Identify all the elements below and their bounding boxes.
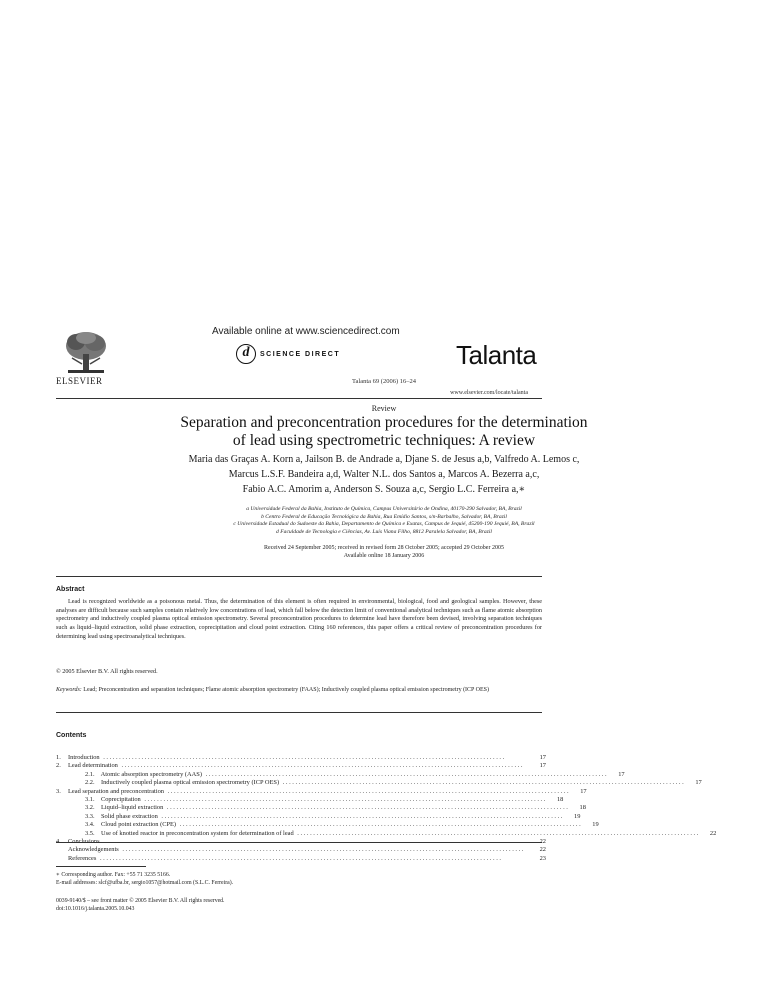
toc-entry[interactable] <box>56 812 581 821</box>
toc-entry[interactable] <box>56 846 546 854</box>
issn: 0039-9140/$ – see front matter © 2005 Elsevier B.V. All rights reserved. <box>56 898 225 904</box>
elsevier-tree-logo <box>62 330 110 376</box>
toc-entry-title: Acknowledgements <box>68 846 119 854</box>
corresponding-author: ∗ Corresponding author. Fax: +55 71 3235 5166. <box>56 872 171 878</box>
contents-heading: Contents <box>56 732 87 739</box>
toc-entry[interactable] <box>56 787 587 796</box>
abstract-copyright: © 2005 Elsevier B.V. All rights reserved. <box>56 668 158 675</box>
toc-leader-dots: . . . . . . . . . . . . . . . . . . . . . . . . . . . . . . . . . . . . . . . . . . . . . . . . . . . . . . . . . . . . . . . . . . . . . . . . . . . . . . . . . . . . . . . . . . . . . . . . . . . . . . . . . . . . . . . . . . . . . . . . . . . . . . <box>203 770 607 778</box>
affiliation-b: b Centro Federal de Educação Tecnológica da Bahia, Rua Emídio Santos, s/n-Barbalho, Salvador, BA, Brazil <box>261 513 507 520</box>
doi-link[interactable]: doi:10.1016/j.talanta.2005.10.043 <box>56 906 135 912</box>
toc-entry-label <box>68 754 528 762</box>
toc-leader-dots: . . . . . . . . . . . . . . . . . . . . . . . . . . . . . . . . . . . . . . . . . . . . . . . . . . . . . . . . . . . . . . . . . . . . . . . . . . . . . . . . . . . . . . . . . . . . . . . . . . . . . . . . . . . . . . . . . . . . . . . . . . . . . . <box>101 837 505 845</box>
toc-entry-page: 23 <box>539 854 546 862</box>
toc-leader-dots: . . . . . . . . . . . . . . . . . . . . . . . . . . . . . . . . . . . . . . . . . . . . . . . . . . . . . . . . . . . . . . . . . . . . . . . . . . . . . . . . . . . . . . . . . . . . . . . . . . . . . . . . . . . . . . . . . . . . . . . . . . . . . . <box>159 812 563 820</box>
toc-entry-label <box>68 830 698 838</box>
toc-entry[interactable] <box>56 821 599 829</box>
toc-entry-page: 22 <box>709 829 717 837</box>
toc-entry[interactable] <box>56 855 546 863</box>
footnote-rule <box>56 866 146 867</box>
toc-entry-title: 3.3. Solid phase extraction <box>85 812 158 820</box>
toc-entry-page: 17 <box>695 779 702 787</box>
affiliation-d: d Faculdade de Tecnologia e Ciências, Av. Luís Viana Filho, 8812 Paralela Salvador, BA, Brazil <box>276 528 492 535</box>
toc-entry-page: 19 <box>574 812 581 820</box>
affiliation-c: c Universidade Estadual do Sudoeste da Bahia, Departamento de Química e Exatas, Campus de Jequié, 45200-190 Jequié, BA, Brazil <box>233 521 535 528</box>
toc-entry-label <box>68 771 607 779</box>
author-emails[interactable]: E-mail addresses: slcf@ufba.br, sergio1057@hotmail.com (S.L.C. Ferreira). <box>56 880 234 886</box>
toc-leader-dots: . . . . . . . . . . . . . . . . . . . . . . . . . . . . . . . . . . . . . . . . . . . . . . . . . . . . . . . . . . . . . . . . . . . . . . . . . . . . . . . . . . . . . . . . . . . . . . . . . . . . . . . . . . . . . . . . . . . . . . . . . . . . . . <box>119 762 523 770</box>
affiliation-a: a Universidade Federal da Bahia, Instituto de Química, Campus Universitário de Ondina, 40170-290 Salvador, BA, Brazil <box>246 506 522 512</box>
toc-entry-number: 4. <box>56 837 61 845</box>
journal-name: Talanta <box>456 340 537 370</box>
toc-entry-label <box>68 821 581 829</box>
authors-line-3[interactable]: Fabio A.C. Amorim a, Anderson S. Souza a,c, Sergio L.C. Ferreira a,∗ <box>242 484 526 495</box>
toc-entry-page: 18 <box>579 804 586 812</box>
toc-leader-dots: . . . . . . . . . . . . . . . . . . . . . . . . . . . . . . . . . . . . . . . . . . . . . . . . . . . . . . . . . . . . . . . . . . . . . . . . . . . . . . . . . . . . . . . . . . . . . . . . . . . . . . . . . . . . . . . . . . . . . . . . . . . . . . <box>178 821 581 829</box>
article-dates <box>90 544 678 561</box>
keywords-text: Lead; Preconcentration and separation techniques; Flame atomic absorption spectrometry (FAAS); Inductively coupled plasma optical emission spectrometry (ICP OES) <box>81 687 490 693</box>
toc-entry-title: 3.5. Use of knotted reactor in preconcentration system for determination of lead <box>85 829 294 837</box>
toc-entry-label <box>68 762 528 770</box>
corresponding-author-note <box>56 871 542 887</box>
author-list <box>120 452 648 497</box>
publisher-name: ELSEVIER <box>56 376 103 386</box>
toc-entry-page: 17 <box>539 762 546 770</box>
keywords <box>56 686 542 694</box>
toc-entry-label <box>68 855 528 863</box>
sciencedirect-logo <box>236 344 340 364</box>
toc-entry-label <box>68 804 568 812</box>
toc-entry-title: 3.4. Cloud point extraction (CPE) <box>85 821 177 829</box>
affiliations <box>90 506 678 536</box>
contents-top-divider <box>56 712 542 713</box>
available-online-date: Available online 18 January 2006 <box>343 553 425 560</box>
issn-doi <box>56 897 225 913</box>
toc-entry-label <box>68 796 545 804</box>
toc-leader-dots: . . . . . . . . . . . . . . . . . . . . . . . . . . . . . . . . . . . . . . . . . . . . . . . . . . . . . . . . . . . . . . . . . . . . . . . . . . . . . . . . . . . . . . . . . . . . . . . . . . . . . . . . . . . . . . . . . . . . . . . . . . . . . . <box>166 787 569 795</box>
toc-entry-label <box>68 846 528 854</box>
title-line-1: Separation and preconcentration procedures for the determination <box>180 414 588 431</box>
toc-entry-title: Lead separation and preconcentration <box>68 787 164 795</box>
citation: Talanta 69 (2006) 16–24 <box>352 378 416 385</box>
table-of-contents <box>56 754 717 863</box>
toc-leader-dots: . . . . . . . . . . . . . . . . . . . . . . . . . . . . . . . . . . . . . . . . . . . . . . . . . . . . . . . . . . . . . . . . . . . . . . . . . . . . . . . . . . . . . . . . . . . . . . . . . . . . . . . . . . . . . . . . . . . . . . . . . . . . . . <box>281 779 684 787</box>
toc-entry-page: 22 <box>539 846 546 854</box>
toc-entry-number: 3. <box>56 787 61 795</box>
toc-entry-title: Conclusions <box>68 837 100 845</box>
toc-entry[interactable] <box>56 829 717 838</box>
abstract-top-divider <box>56 576 542 577</box>
toc-entry-number: 1. <box>56 754 61 761</box>
toc-entry-title: References <box>68 854 97 862</box>
toc-entry-label <box>68 779 684 787</box>
keywords-label: Keywords: <box>56 687 82 693</box>
toc-entry-label <box>68 788 569 796</box>
toc-entry-title: 3.1. Coprecipitation <box>85 795 141 803</box>
article-title <box>140 414 628 450</box>
toc-entry-page: 22 <box>539 837 546 845</box>
toc-entry[interactable] <box>56 779 702 787</box>
toc-leader-dots: . . . . . . . . . . . . . . . . . . . . . . . . . . . . . . . . . . . . . . . . . . . . . . . . . . . . . . . . . . . . . . . . . . . . . . . . . . . . . . . . . . . . . . . . . . . . . . . . . . . . . . . . . . . . . . . . . . . . . . . . . . . . . . <box>98 854 501 862</box>
toc-entry-page: 19 <box>592 821 599 829</box>
toc-leader-dots: . . . . . . . . . . . . . . . . . . . . . . . . . . . . . . . . . . . . . . . . . . . . . . . . . . . . . . . . . . . . . . . . . . . . . . . . . . . . . . . . . . . . . . . . . . . . . . . . . . . . . . . . . . . . . . . . . . . . . . . . . . . . . . <box>165 804 568 812</box>
toc-entry-page: 17 <box>618 770 625 778</box>
toc-entry-label <box>68 813 562 821</box>
toc-entry-title: 2.1. Atomic absorption spectrometry (AAS) <box>85 770 202 778</box>
header-divider <box>56 398 542 399</box>
toc-leader-dots: . . . . . . . . . . . . . . . . . . . . . . . . . . . . . . . . . . . . . . . . . . . . . . . . . . . . . . . . . . . . . . . . . . . . . . . . . . . . . . . . . . . . . . . . . . . . . . . . . . . . . . . . . . . . . . . . . . . . . . . . . . . . . . <box>120 846 524 854</box>
available-online-text[interactable]: Available online at www.sciencedirect.com <box>212 326 400 337</box>
toc-entry[interactable] <box>56 754 546 762</box>
authors-line-2[interactable]: Marcus L.S.F. Bandeira a,d, Walter N.L. dos Santos a, Marcos A. Bezerra a,c, <box>228 469 540 480</box>
toc-entry-number: 2. <box>56 762 61 770</box>
journal-url-link[interactable]: www.elsevier.com/locate/talanta <box>450 390 528 396</box>
toc-leader-dots: . . . . . . . . . . . . . . . . . . . . . . . . . . . . . . . . . . . . . . . . . . . . . . . . . . . . . . . . . . . . . . . . . . . . . . . . . . . . . . . . . . . . . . . . . . . . . . . . . . . . . . . . . . . . . . . . . . . . . . . . . . . . . . <box>101 754 505 761</box>
abstract-heading: Abstract <box>56 586 85 593</box>
toc-entry[interactable] <box>56 795 564 804</box>
toc-leader-dots: . . . . . . . . . . . . . . . . . . . . . . . . . . . . . . . . . . . . . . . . . . . . . . . . . . . . . . . . . . . . . . . . . . . . . . . . . . . . . . . . . . . . . . . . . . . . . . . . . . . . . . . . . . . . . . . . . . . . . . . . . . . . . . <box>295 829 699 837</box>
toc-entry-page: 18 <box>556 795 564 803</box>
received-dates: Received 24 September 2005; received in revised form 28 October 2005; accepted 29 October 2005 <box>264 545 504 551</box>
toc-entry[interactable] <box>56 804 586 812</box>
toc-entry-page: 17 <box>539 754 546 761</box>
title-line-2: of lead using spectrometric techniques: A review <box>232 432 536 449</box>
toc-entry-page: 17 <box>580 787 587 795</box>
abstract-text: Lead is recognized worldwide as a poisonous metal. Thus, the determination of this element is often required in environmental, biological, food and geological samples. However, these analyses are difficult because such samples contain relatively low concentrations of lead, which fall below the detection limit of conventional analytical techniques such as flame atomic absorption spectrometry and inductively coupled plasma optical emission spectrometry. Several preconcentration procedures to determine lead have therefore been devised, involving separation techniques such as liquid–liquid extraction, solid phase extraction, coprecipitation and cloud point extraction. Citing 160 references, this paper offers a critical review of preconcentration procedures for determining lead using spectroanalytical techniques. <box>56 598 542 640</box>
toc-entry-title: 3.2. Liquid–liquid extraction <box>85 804 164 812</box>
authors-line-1[interactable]: Maria das Graças A. Korn a, Jailson B. de Andrade a, Djane S. de Jesus a,b, Valfredo A. Lemos c, <box>188 454 580 465</box>
toc-entry-title: 2.2. Inductively coupled plasma optical emission spectrometry (ICP OES) <box>85 779 280 787</box>
toc-entry[interactable] <box>56 762 546 770</box>
contents-bottom-divider <box>56 842 542 843</box>
toc-entry[interactable] <box>56 770 625 779</box>
sciencedirect-logo-text: SCIENCE DIRECT <box>260 350 341 358</box>
article-type: Review <box>371 404 397 413</box>
sciencedirect-logo-mark: d <box>236 344 256 364</box>
toc-entry-title: Lead determination <box>68 762 118 770</box>
toc-leader-dots: . . . . . . . . . . . . . . . . . . . . . . . . . . . . . . . . . . . . . . . . . . . . . . . . . . . . . . . . . . . . . . . . . . . . . . . . . . . . . . . . . . . . . . . . . . . . . . . . . . . . . . . . . . . . . . . . . . . . . . . . . . . . . . <box>142 795 546 803</box>
toc-entry-title: Introduction <box>68 754 100 761</box>
